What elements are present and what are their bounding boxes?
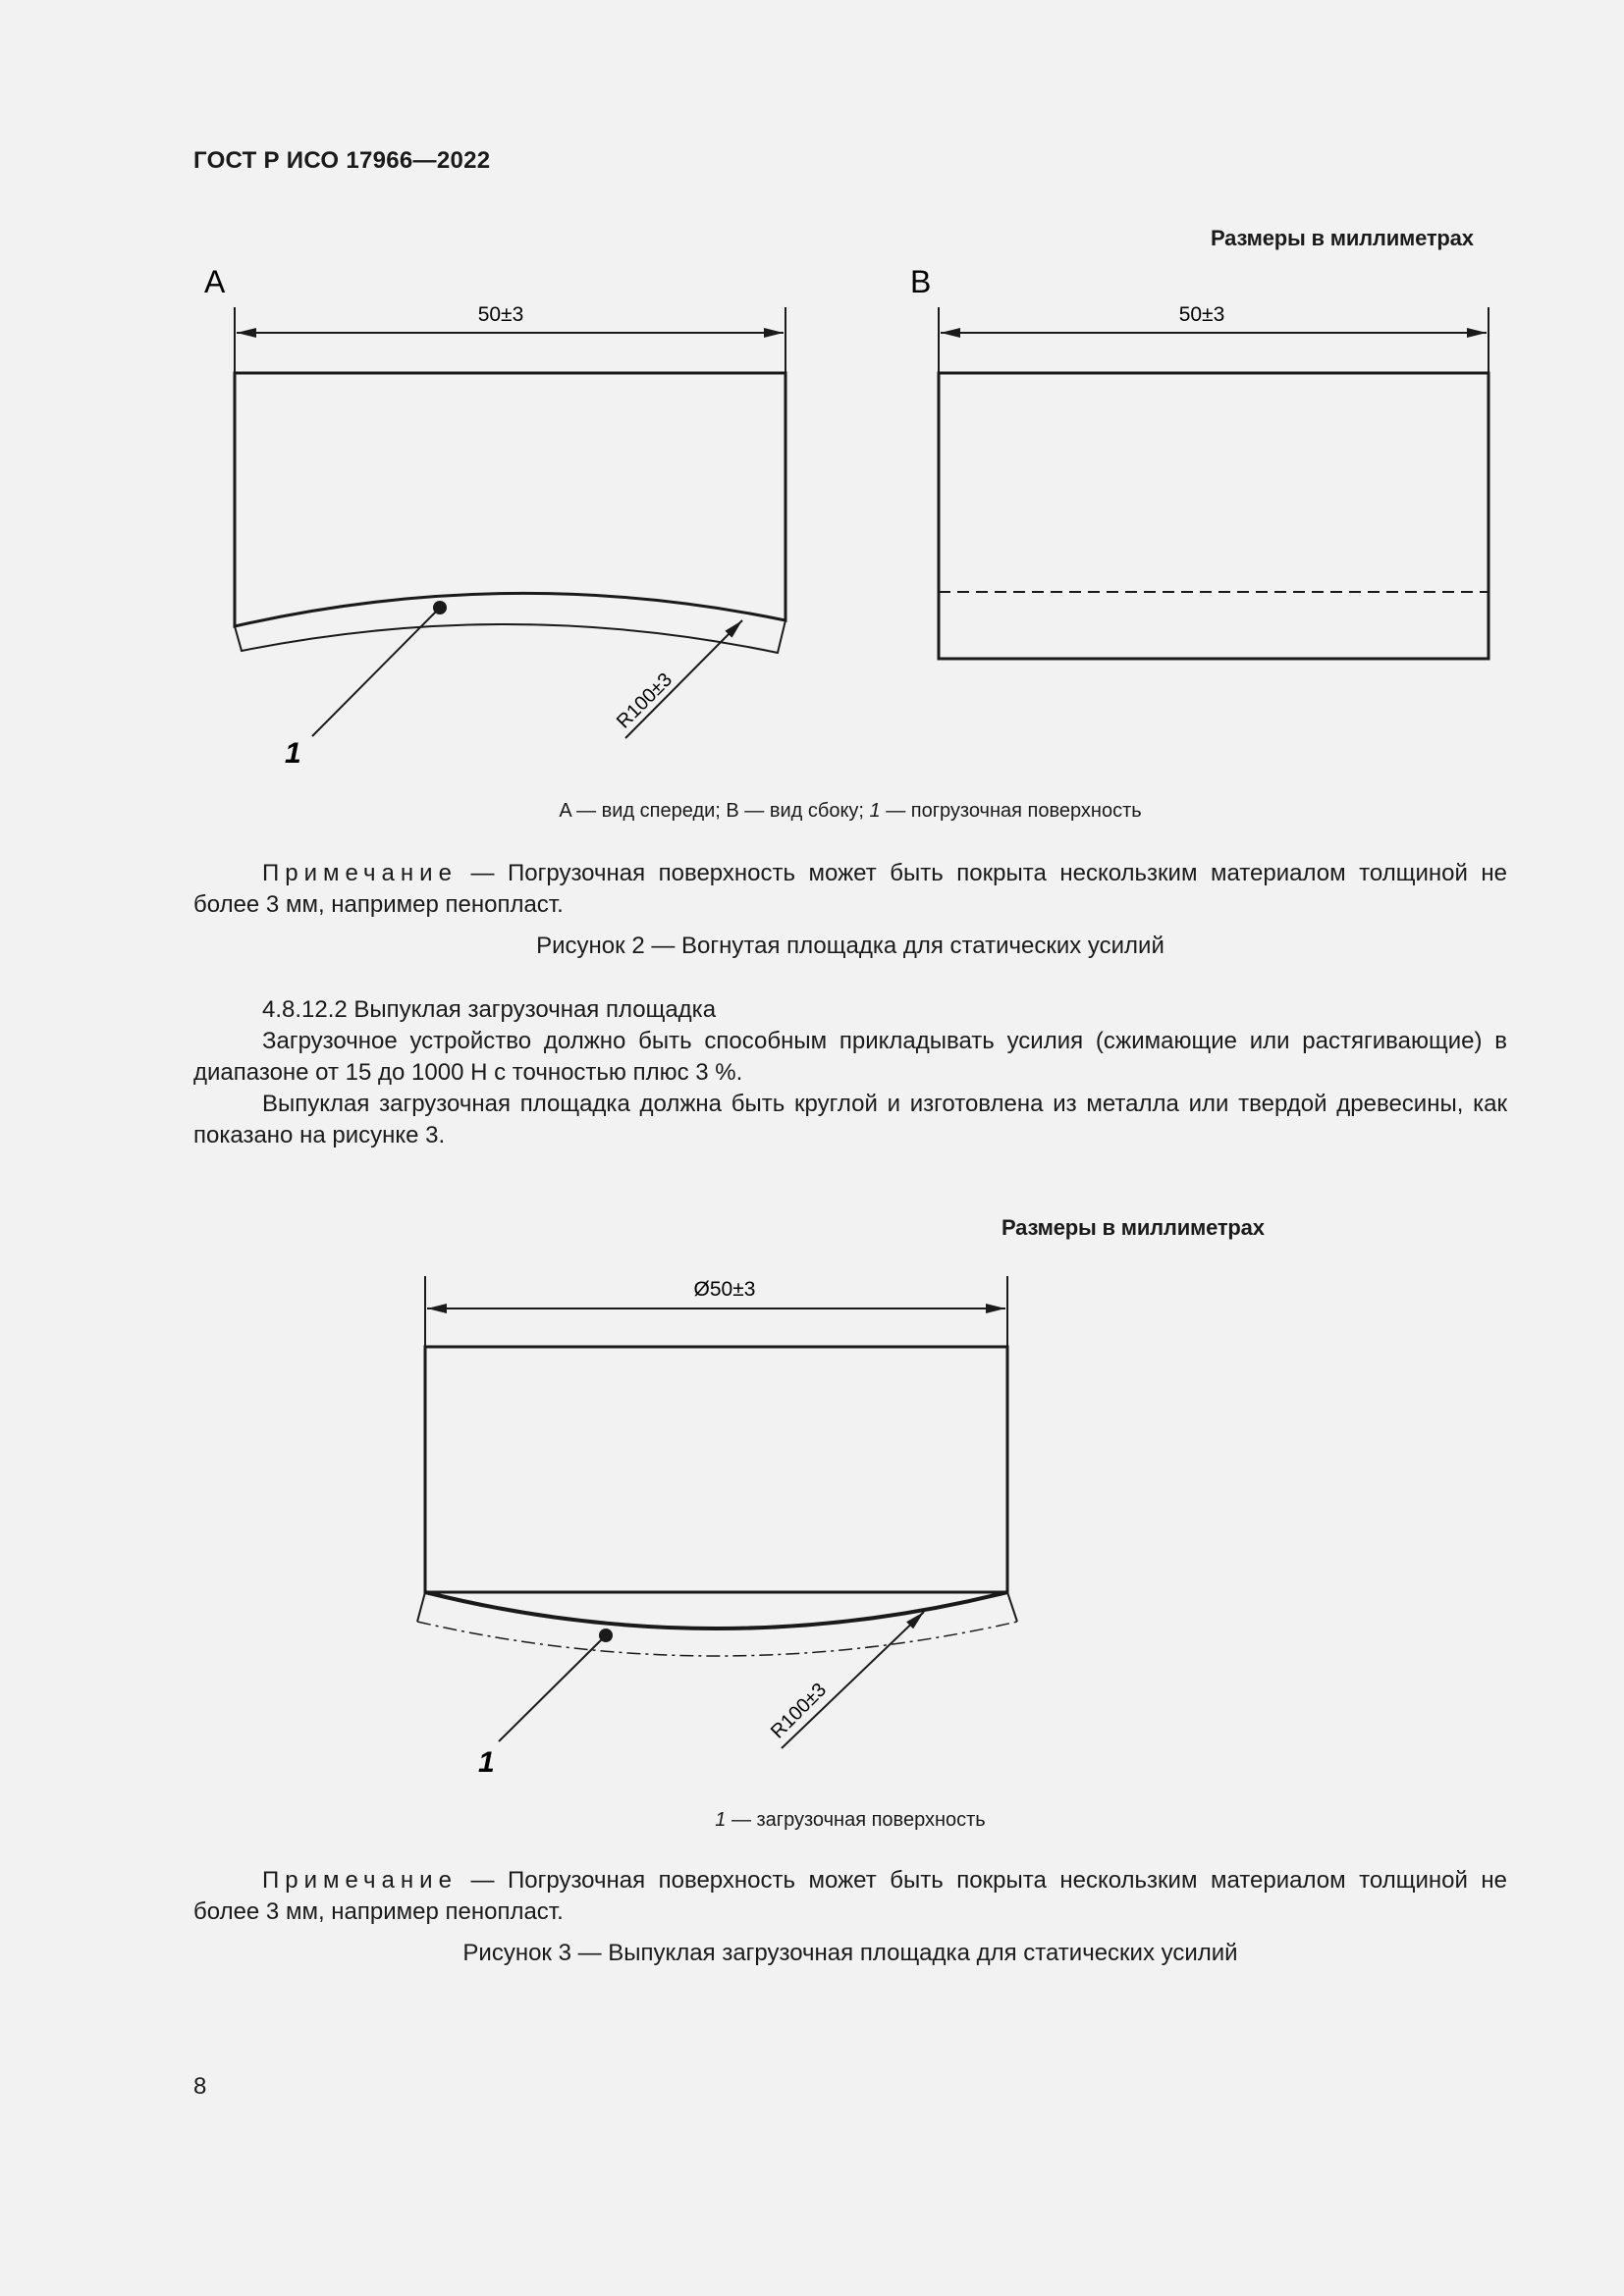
section-paragraph-1: Загрузочное устройство должно быть способным прикладывать усилия (сжимающие или растягивающие) в диапазоне от 15 до 1000 Н с точностью плюс 3 %. bbox=[193, 1028, 1507, 1086]
note3-label: Примечание bbox=[262, 1867, 458, 1894]
note-text: — Погрузочная поверхность может быть покрыта нескользким материалом толщиной не более 3 мм, например пенопласт. bbox=[193, 860, 1507, 918]
note-label: Примечание bbox=[262, 860, 458, 886]
figure2-caption: Рисунок 2 — Вогнутая площадка для статических усилий bbox=[536, 933, 1164, 959]
legend-part2: — погрузочная поверхность bbox=[880, 800, 1142, 822]
width-dim-b-text: 50±3 bbox=[1178, 303, 1225, 326]
figure3-legend bbox=[193, 1809, 1507, 1832]
pad-body-side bbox=[939, 373, 1489, 659]
pad-body-front bbox=[235, 373, 785, 626]
view-a-drawing bbox=[204, 264, 785, 770]
radius-dim-text: R100±3 bbox=[612, 668, 677, 733]
figure2-dimensions-note: Размеры в миллиметрах bbox=[1211, 226, 1474, 250]
section-paragraph-2: Выпуклая загрузочная площадка должна быть круглой и изготовлена из металла или твердой древесины, как показано на рисунке 3. bbox=[193, 1091, 1507, 1148]
view-b-drawing bbox=[910, 264, 1489, 659]
legend3-text: — загрузочная поверхность bbox=[726, 1809, 986, 1831]
section-body bbox=[193, 994, 1507, 1151]
radius-leader-3 bbox=[782, 1612, 924, 1748]
section-heading: 4.8.12.2 Выпуклая загрузочная площадка bbox=[262, 996, 717, 1023]
convex-pad-body bbox=[425, 1347, 1007, 1592]
figure3-diagram bbox=[0, 1227, 1624, 1796]
legend-part1: A — вид спереди; B — вид сбоку; bbox=[559, 800, 870, 822]
radius-dim-text-3: R100±3 bbox=[766, 1679, 831, 1743]
width-dim-a-text: 50±3 bbox=[477, 303, 524, 326]
document-header: ГОСТ Р ИСО 17966—2022 bbox=[193, 147, 491, 174]
radius-leader bbox=[625, 620, 742, 738]
figure3-dimensions-note: Размеры в миллиметрах bbox=[1001, 1215, 1265, 1240]
callout-number-3: 1 bbox=[478, 1746, 495, 1779]
loading-surface-layer bbox=[235, 620, 785, 653]
note3-text: — Погрузочная поверхность может быть покрыта нескользким материалом толщиной не более 3 мм, например пенопласт. bbox=[193, 1867, 1507, 1925]
figure2-note bbox=[193, 858, 1507, 921]
diameter-dim-text: Ø50±3 bbox=[693, 1278, 756, 1301]
figure2-legend bbox=[193, 800, 1507, 823]
page-number: 8 bbox=[193, 2073, 207, 2100]
callout-number: 1 bbox=[285, 737, 301, 770]
figure3-note bbox=[193, 1865, 1507, 1928]
figure3-caption: Рисунок 3 — Выпуклая загрузочная площадка для статических усилий bbox=[462, 1940, 1238, 1966]
legend-italic-number: 1 bbox=[869, 800, 881, 822]
view-b-label: B bbox=[910, 264, 932, 299]
legend3-italic-number: 1 bbox=[715, 1809, 727, 1831]
figure2-diagram bbox=[0, 0, 1624, 785]
view-a-label: A bbox=[204, 264, 226, 299]
convex-surface-curve bbox=[425, 1592, 1007, 1629]
